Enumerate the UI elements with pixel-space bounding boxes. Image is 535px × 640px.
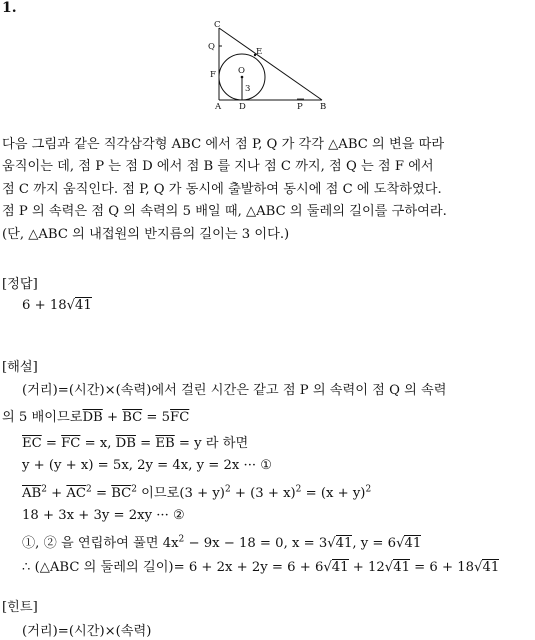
problem-text xyxy=(2,134,534,246)
label-d: D xyxy=(239,102,246,112)
label-radius: 3 xyxy=(245,84,251,94)
label-q: Q xyxy=(208,42,215,52)
solution-label: [해설] xyxy=(2,360,38,375)
label-f: F xyxy=(210,70,216,80)
problem-number: 1. xyxy=(2,0,17,16)
label-o: O xyxy=(238,66,245,76)
center-point xyxy=(241,76,244,79)
solution-intro-line2: 의 5 배이므로$\overline{DB} + \overline{BC} = 5\overline{FC}$ xyxy=(2,410,190,425)
answer-value: 6 + 18√41 xyxy=(22,298,92,313)
hint-label: [힌트] xyxy=(2,600,38,615)
solution-line-3: y + (y + x) = 5x, 2y = 4x, y = 2x ··· ① xyxy=(22,458,273,473)
problem-line: 점 C 까지 움직인다. 점 P, Q 가 동시에 출발하여 동시에 점 C 에 도착하였다. xyxy=(2,181,442,197)
hint-text: (거리)=(시간)×(속력) xyxy=(22,624,152,639)
side-bc xyxy=(219,28,322,100)
solution-line-7: ∴ (△ABC 의 둘레의 길이)= 6 + 2x + 2y = 6 + 6√41 + 12√41 = 6 + 18√41 xyxy=(22,560,500,575)
solution-line-4: $\overline{AB}^2 + \overline{AC}^2 = \overline{BC}^2$ 이므로$(3 + y)^2 + (3 + x)^2 = (x + y)^2$ xyxy=(22,484,372,501)
label-c: C xyxy=(214,20,221,30)
solution-line-5: 18 + 3x + 3y = 2xy ··· ② xyxy=(22,508,185,523)
solution-line-2: $\overline{EC} = \overline{FC} = x$, $\overline{DB} = \overline{EB} = y$ 라 하면 xyxy=(22,436,249,451)
label-a: A xyxy=(215,102,222,112)
solution-intro-line1: (거리)=(시간)×(속력)에서 걸린 시간은 같고 점 P 의 속력이 점 Q 의 속력 xyxy=(22,383,447,398)
solution-line-6: ①, ② 을 연립하여 풀면 $4x^2 - 9x - 18 = 0$, x = 3√41, y = 6√41 xyxy=(22,534,422,551)
problem-line: 점 P 의 속력은 점 Q 의 속력의 5 배일 때, △ABC 의 둘레의 길이를 구하여라. xyxy=(2,204,447,220)
problem-line: (단, △ABC 의 내접원의 반지름의 길이는 3 이다.) xyxy=(2,226,290,242)
triangle-figure xyxy=(200,20,340,112)
label-b: B xyxy=(320,102,327,112)
problem-line: 다음 그림과 같은 직각삼각형 ABC 에서 점 P, Q 가 각각 △ABC 의 변을 따라 xyxy=(2,137,445,152)
label-e: E xyxy=(256,47,263,57)
label-p: P xyxy=(297,102,303,112)
problem-line: 움직이는 데, 점 P 는 점 D 에서 점 B 를 지나 점 C 까지, 점 Q 는 점 F 에서 xyxy=(2,159,434,175)
answer-label: [정답] xyxy=(2,277,38,292)
